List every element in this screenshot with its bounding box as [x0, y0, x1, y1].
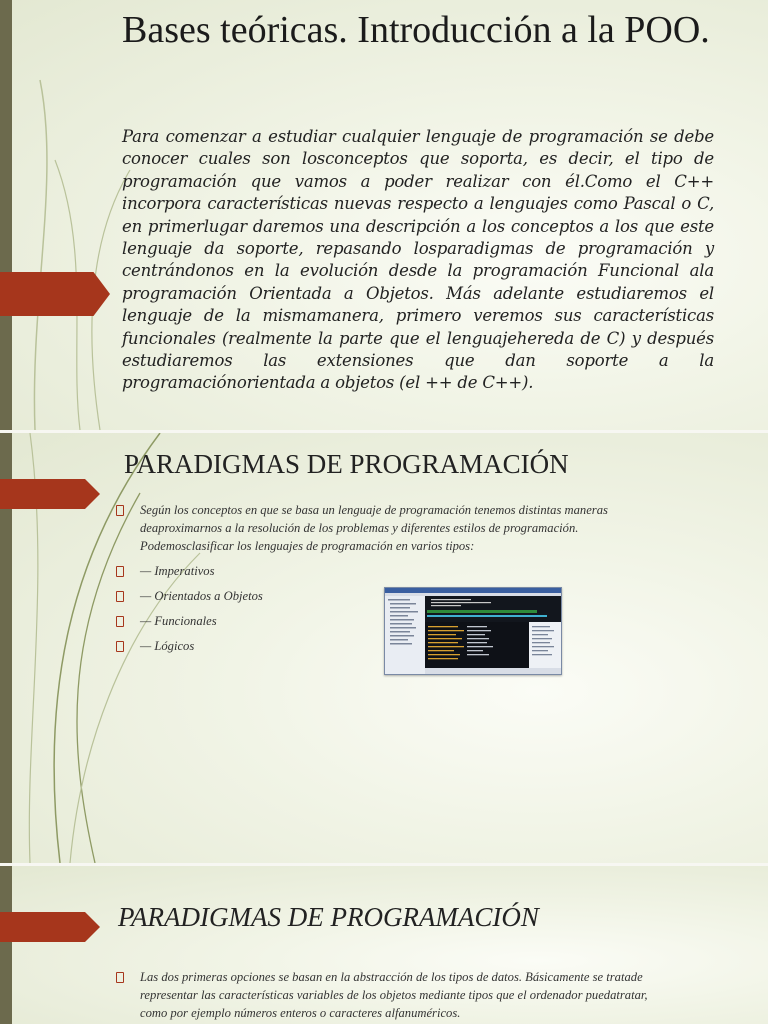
bullet-marker-icon — [116, 566, 124, 577]
bullet-item: Según los conceptos en que se basa un lenguaje de programación tenemos distintas maneras deaproximarnos a la resolución de los problemas y diferentes estilos de programación. Podemosclasificar los lenguajes de programación en varios tipos: — [116, 501, 636, 555]
bullet-marker-icon — [116, 641, 124, 652]
sidebar-bar — [0, 0, 12, 430]
slide-title: Bases teóricas. Introducción a la POO. — [122, 9, 710, 51]
slide-2 — [0, 433, 768, 863]
bullet-item: — Orientados a Objetos — [116, 587, 636, 605]
bullet-marker-icon — [116, 972, 124, 983]
section-title: PARADIGMAS DE PROGRAMACIÓN — [118, 902, 539, 932]
bullet-item: — Lógicos — [116, 637, 636, 655]
bullet-list — [116, 968, 656, 1022]
slide-body: Para comenzar a estudiar cualquier lenguaje de programación se debe conocer cuales son losconceptos que soporta, es decir, el tipo de programación que vamos a poder realizar con él.Como el C++ incorpora características nuevas respecto a lenguajes como Pascal o C, en primerlugar daremos una descripción a los conceptos a los que este lenguaje da soporte, repasando losparadigmas de programación y centrándonos en la evolución desde la programación Funcional ala programación Orientada a Objetos. Más adelante estudiaremos el lenguaje de la mismamanera, primero veremos sus características funcionales (realmente la parte que el lenguajehereda de C) y después estudiaremos las extensiones que dan soporte a la programaciónorientada a objetos (el ++ de C++). — [122, 127, 714, 393]
bullet-marker-icon — [116, 616, 124, 627]
section-title: PARADIGMAS DE PROGRAMACIÓN — [124, 449, 569, 479]
accent-arrow — [0, 272, 110, 316]
sidebar-bar — [0, 866, 12, 1024]
bullet-marker-icon — [116, 505, 124, 516]
bullet-marker-icon — [116, 591, 124, 602]
slide-3 — [0, 866, 768, 1024]
bullet-item: — Funcionales — [116, 612, 636, 630]
bullet-item: — Imperativos — [116, 562, 636, 580]
slide-1 — [0, 0, 768, 430]
ide-screenshot-image — [384, 587, 562, 675]
bullet-item: Las dos primeras opciones se basan en la abstracción de los tipos de datos. Básicamente se tratade representar las características variables de los objetos mediante tipos que el ordenador puedatratar, como por ejemplo números enteros o caracteres alfanuméricos. — [116, 968, 656, 1022]
accent-arrow — [0, 479, 100, 509]
accent-arrow — [0, 912, 100, 942]
